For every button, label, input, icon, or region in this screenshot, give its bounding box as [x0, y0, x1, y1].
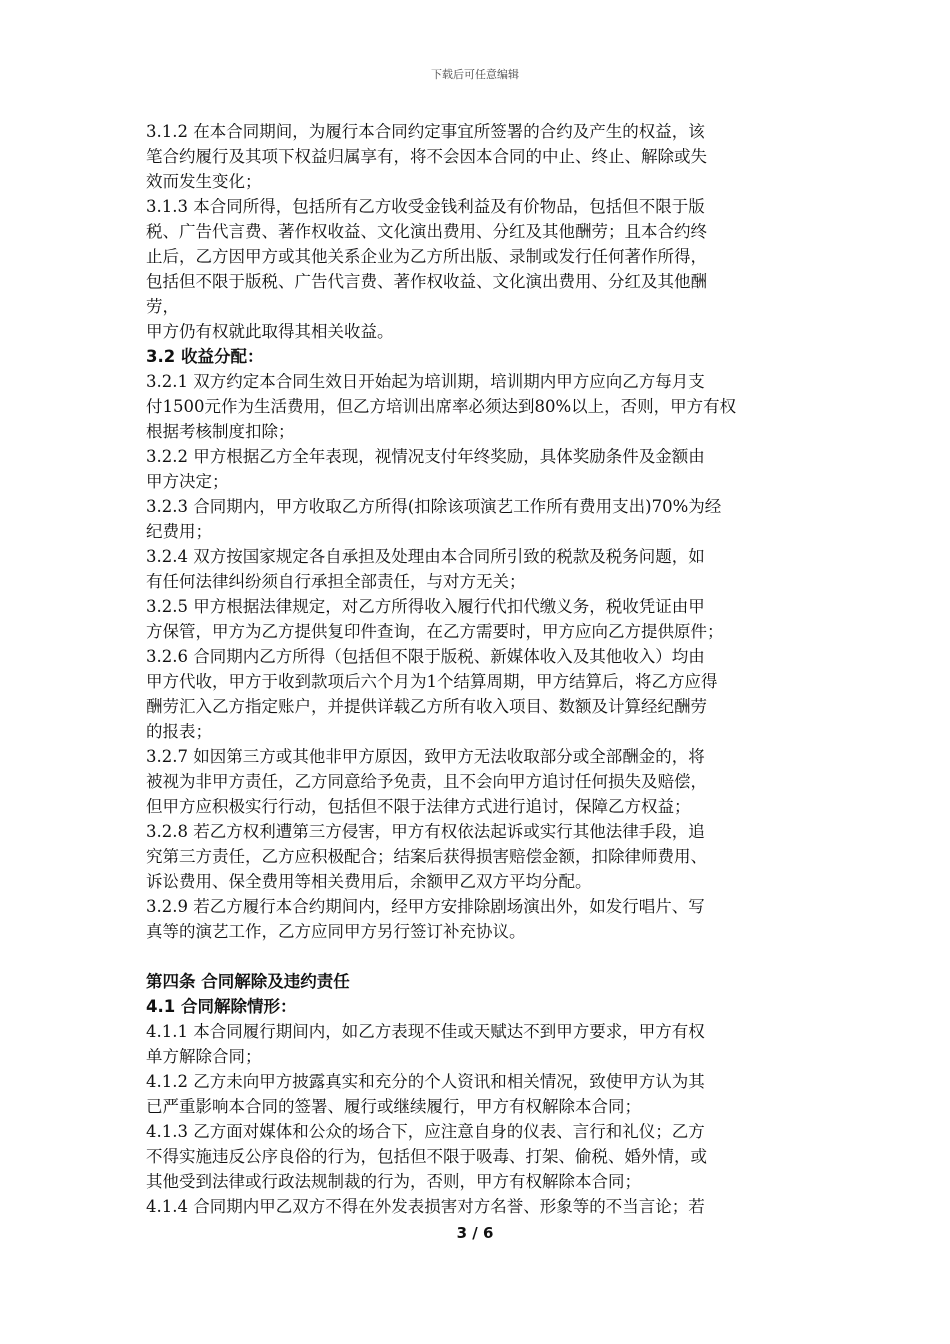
text-line: 有任何法律纠纷须自行承担全部责任，与对方无关； [146, 572, 526, 591]
text-line: 笔合约履行及其项下权益归属享有，将不会因本合同的中止、终止、解除或失 [146, 147, 707, 166]
text-line: 3.2.6 合同期内乙方所得（包括但不限于版税、新媒体收入及其他收入）均由 [146, 647, 705, 666]
text-line: 不得实施违反公序良俗的行为，包括但不限于吸毒、打架、偷税、婚外情，或 [146, 1147, 707, 1166]
page-number: 3 / 6 [456, 1224, 494, 1242]
text-line: 3.2.8 若乙方权利遭第三方侵害，甲方有权依法起诉或实行其他法律手段，追 [146, 822, 705, 841]
text-line: 方保管，甲方为乙方提供复印件查询，在乙方需要时，甲方应向乙方提供原件； [146, 622, 724, 641]
text-line: 诉讼费用、保全费用等相关费用后，余额甲乙双方平均分配。 [146, 872, 592, 891]
text-line: 甲方仍有权就此取得其相关收益。 [146, 322, 394, 341]
text-line: 4.1.1 本合同履行期间内，如乙方表现不佳或天赋达不到甲方要求，甲方有权 [146, 1022, 705, 1041]
text-line: 3.2.5 甲方根据法律规定，对乙方所得收入履行代扣代缴义务，税收凭证由甲 [146, 597, 705, 616]
text-line: 单方解除合同； [146, 1047, 262, 1066]
text-line: 甲方代收，甲方于收到款项后六个月为1个结算周期，甲方结算后，将乙方应得 [146, 672, 718, 691]
blank-line [146, 944, 814, 969]
section-heading: 4.1 合同解除情形： [146, 997, 297, 1016]
text-line: 3.2.9 若乙方履行本合约期间内，经甲方安排除剧场演出外，如发行唱片、写 [146, 897, 705, 916]
text-line: 效而发生变化； [146, 172, 262, 191]
text-line: 3.2.2 甲方根据乙方全年表现，视情况支付年终奖励，具体奖励条件及金额由 [146, 447, 705, 466]
text-line: 3.1.2 在本合同期间，为履行本合同约定事宜所签署的合约及产生的权益，该 [146, 122, 705, 141]
text-line: 被视为非甲方责任，乙方同意给予免责，且不会向甲方追讨任何损失及赔偿， [146, 772, 707, 791]
text-line: 4.1.3 乙方面对媒体和公众的场合下，应注意自身的仪表、言行和礼仪；乙方 [146, 1122, 705, 1141]
text-line: 甲方决定； [146, 472, 229, 491]
text-line: 税、广告代言费、著作权收益、文化演出费用、分红及其他酬劳；且本合约终 [146, 222, 707, 241]
section-heading: 第四条 合同解除及违约责任 [146, 972, 350, 991]
text-line: 3.2.7 如因第三方或其他非甲方原因，致甲方无法收取部分或全部酬金的，将 [146, 747, 705, 766]
text-line: 付1500元作为生活费用，但乙方培训出席率必须达到80%以上，否则，甲方有权 [146, 397, 737, 416]
text-line: 纪费用； [146, 522, 212, 541]
text-line: 但甲方应积极实行行动，包括但不限于法律方式进行追讨，保障乙方权益； [146, 797, 691, 816]
text-line: 4.1.2 乙方未向甲方披露真实和充分的个人资讯和相关情况，致使甲方认为其 [146, 1072, 705, 1091]
text-line: 止后，乙方因甲方或其他关系企业为乙方所出版、录制或发行任何著作所得， [146, 247, 707, 266]
text-line: 真等的演艺工作，乙方应同甲方另行签订补充协议。 [146, 922, 526, 941]
page-header: 下载后可任意编辑 [431, 68, 519, 81]
text-line: 酬劳汇入乙方指定账户，并提供详载乙方所有收入项目、数额及计算经纪酬劳 [146, 697, 707, 716]
text-line: 劳， [146, 297, 179, 316]
text-line: 究第三方责任，乙方应积极配合；结案后获得损害赔偿金额，扣除律师费用、 [146, 847, 707, 866]
section-heading: 3.2 收益分配： [146, 347, 264, 366]
text-line: 4.1.4 合同期内甲乙双方不得在外发表损害对方名誉、形象等的不当言论；若 [146, 1197, 705, 1216]
text-line: 包括但不限于版税、广告代言费、著作权收益、文化演出费用、分红及其他酬 [146, 272, 707, 291]
text-line: 3.2.1 双方约定本合同生效日开始起为培训期，培训期内甲方应向乙方每月支 [146, 372, 705, 391]
text-line: 3.1.3 本合同所得，包括所有乙方收受金钱利益及有价物品，包括但不限于版 [146, 197, 705, 216]
text-line: 的报表； [146, 722, 212, 741]
text-line: 3.2.4 双方按国家规定各自承担及处理由本合同所引致的税款及税务问题，如 [146, 547, 705, 566]
text-line: 3.2.3 合同期内，甲方收取乙方所得(扣除该项演艺工作所有费用支出)70%为经 [146, 497, 722, 516]
text-line: 其他受到法律或行政法规制裁的行为，否则，甲方有权解除本合同； [146, 1172, 641, 1191]
text-line: 根据考核制度扣除； [146, 422, 295, 441]
text-line: 已严重影响本合同的签署、履行或继续履行，甲方有权解除本合同； [146, 1097, 641, 1116]
document-body [146, 119, 814, 1219]
